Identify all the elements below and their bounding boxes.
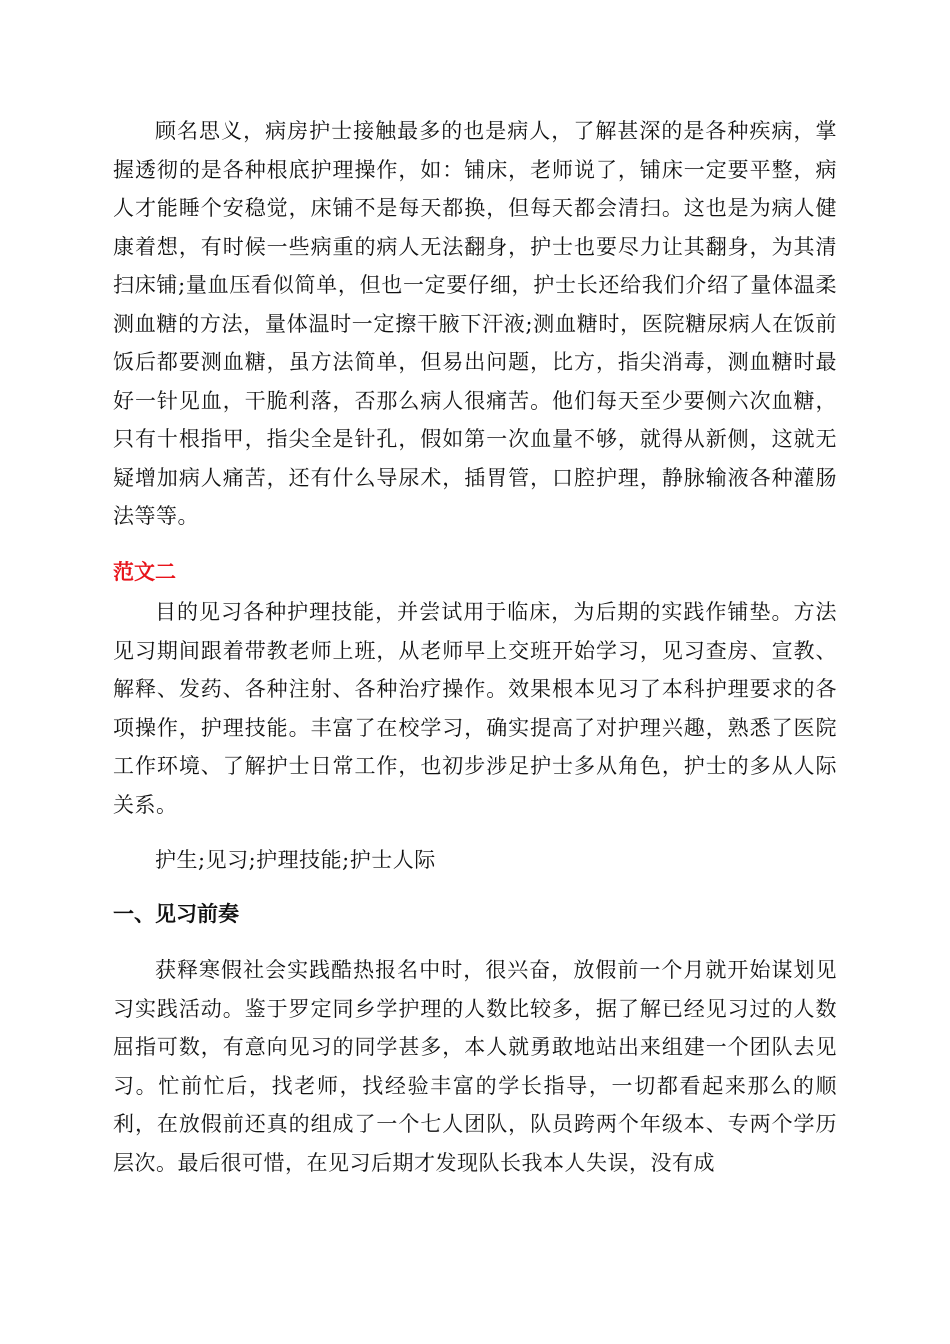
body-paragraph-3: 获释寒假社会实践酷热报名中时，很兴奋，放假前一个月就开始谋划见习实践活动。鉴于罗定同乡学护理的人数比较多，据了解已经见习过的人数屈指可数，有意向见习的同学甚多，本人就勇敢地站出来组建一个团队去见习。忙前忙后，找老师，找经验丰富的学长指导，一切都看起来那么的顺利，在放假前还真的组成了一个七人团队，队员跨两个年级本、专两个学历层次。最后很可惜，在见习后期才发现队长我本人失误，没有成 [113,958,837,1175]
section-heading-prelude: 一、见习前奏 [113,901,239,926]
section-heading-fanwen-2: 范文二 [113,559,176,584]
body-paragraph-1: 顾名思义，病房护士接触最多的也是病人，了解甚深的是各种疾病，掌握透彻的是各种根底护理操作，如：铺床，老师说了，铺床一定要平整，病人才能睡个安稳觉，床铺不是每天都换，但每天都会清扫。这也是为病人健康着想，有时候一些病重的病人无法翻身，护士也要尽力让其翻身，为其清扫床铺;量血压看似简单，但也一定要仔细，护士长还给我们介绍了量体温柔测血糖的方法，量体温时一定擦干腋下汗液;测血糖时，医院糖尿病人在饭前饭后都要测血糖，虽方法简单，但易出问题，比方，指尖消毒，测血糖时最好一针见血，干脆利落，否那么病人很痛苦。他们每天至少要侧六次血糖，只有十根指甲，指尖全是针孔，假如第一次血量不够，就得从新侧，这就无疑增加病人痛苦，还有什么导尿术，插胃管，口腔护理，静脉输液各种灌肠法等等。 [113,119,837,528]
body-paragraph-2: 目的见习各种护理技能，并尝试用于临床，为后期的实践作铺垫。方法见习期间跟着带教老师上班，从老师早上交班开始学习，见习查房、宣教、解释、发药、各种注射、各种治疗操作。效果根本见习了本科护理要求的各项操作，护理技能。丰富了在校学习，确实提高了对护理兴趣，熟悉了医院工作环境、了解护士日常工作，也初步涉足护士多从角色，护士的多从人际关系。 [113,600,837,817]
keywords-line: 护生;见习;护理技能;护士人际 [155,848,436,872]
document-content [113,112,837,1182]
